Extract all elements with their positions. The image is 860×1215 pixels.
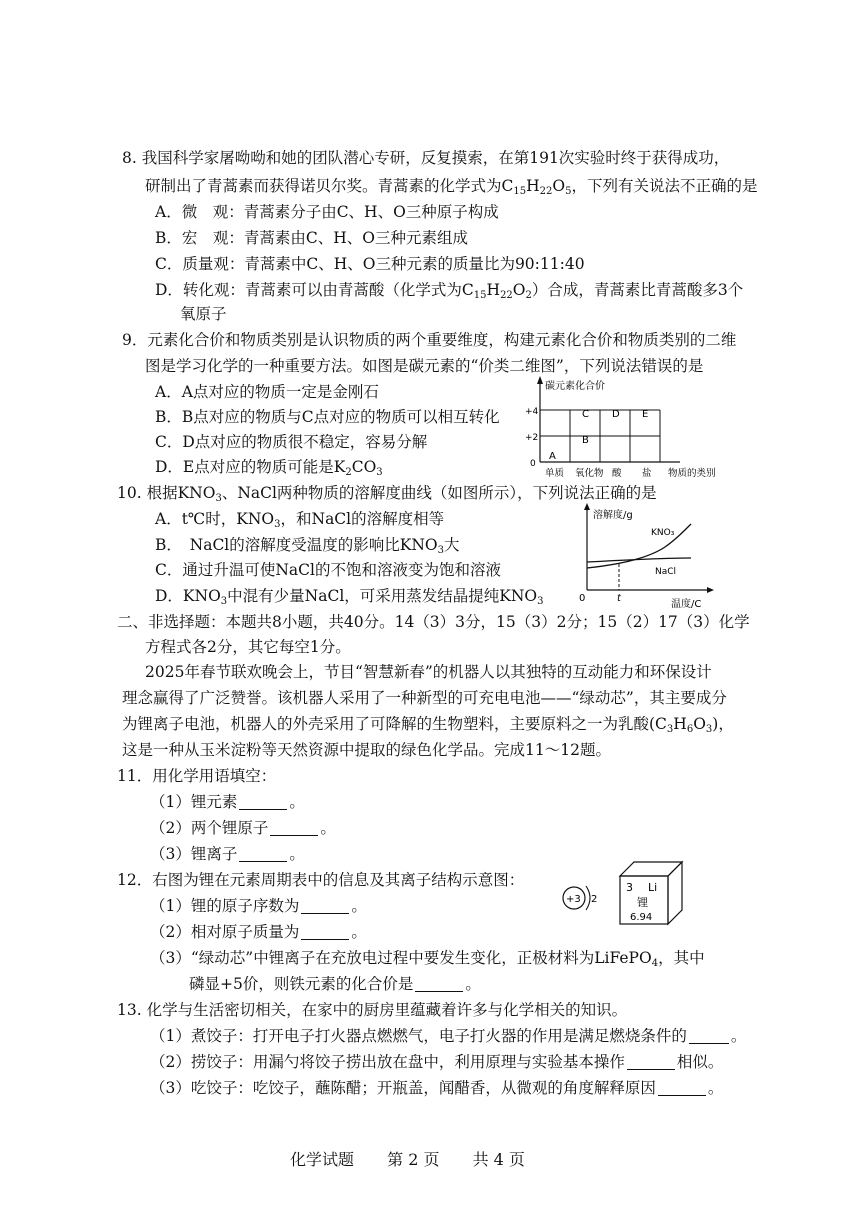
page-footer (290, 1147, 553, 1170)
cube-side (668, 862, 682, 924)
q9-option-a: A．A点对应的物质一定是金刚石 (155, 383, 379, 401)
valence-ylabel: 碳元素化合价 (545, 381, 605, 392)
answer-blank[interactable] (301, 899, 349, 914)
q11-part1: （1）锂元素 。 (150, 793, 305, 811)
q10-option-c: C．通过升温可使NaCl的不饱和溶液变为饱和溶液 (155, 561, 501, 579)
sol-x-arrow (707, 587, 714, 593)
q9-option-c: C．D点对应的物质很不稳定，容易分解 (155, 433, 428, 451)
q11-part2: （2）两个锂原子 。 (150, 819, 336, 837)
x-tick-label: 单质 (545, 468, 565, 477)
y-tick-label: 0 (530, 459, 536, 469)
valence-chart-svg (525, 372, 740, 477)
q12-stem: 12．右图为锂在元素周期表中的信息及其离子结构示意图： (117, 871, 525, 889)
q10-option-a: A．t℃时，$KNO_3$，和NaCl的溶解度相等 (155, 510, 445, 530)
q11-stem: 11．用化学用语填空： (117, 767, 277, 785)
x-axis-label: 物质的类别 (668, 468, 716, 477)
sol-ylabel: 溶解度/g (593, 510, 633, 521)
series-nacl-label: NaCl (655, 567, 677, 577)
element-mass: 6.94 (630, 912, 653, 923)
q8-stem-line1: 8. 我国科学家屠呦呦和她的团队潜心专研，反复摸索，在第191次实验时终于获得成功， (122, 149, 730, 167)
sol-xlabel: 温度/C (671, 599, 702, 610)
q12-part1: （1）锂的原子序数为 。 (150, 897, 367, 915)
q12-part2: （2）相对原子质量为 。 (150, 923, 367, 941)
lithium-ion-diagram (560, 878, 620, 918)
element-cube-svg (618, 858, 684, 926)
sol-origin: 0 (579, 593, 586, 604)
q13-stem: 13. 化学与生活密切相关，在家中的厨房里蕴藏着许多与化学相关的知识。 (117, 1001, 628, 1019)
sol-y-arrow (584, 503, 590, 510)
solubility-chart-svg (575, 502, 715, 610)
answer-blank[interactable] (415, 977, 463, 992)
y-tick-label: +4 (525, 407, 539, 417)
q12-part3: （3）“绿动芯”中锂离子在充放电过程中要发生变化，正极材料为LiFePO$_4$，其中 (150, 949, 705, 969)
sol-t-label: t (617, 593, 621, 604)
passage-line2: 理念赢得了广泛赞誉。该机器人采用了一种新型的可充电电池——“绿动芯”，其主要成分 (122, 689, 727, 707)
q8-option-b: B．宏 观：青蒿素由C、H、O三种元素组成 (155, 229, 468, 247)
q10-option-d: D．$KNO_3$中混有少量NaCl，可采用蒸发结晶提纯$KNO_3$ (155, 587, 544, 607)
q13-part2: （2）捞饺子：用漏勺将饺子捞出放在盘中，利用原理与实验基本操作 相似。 (150, 1053, 724, 1071)
passage-line3: 为锂离子电池，机器人的外壳采用了可降解的生物塑料，主要原料之一为乳酸$(C_3H_6O_3)$， (122, 715, 734, 735)
y-tick-label: +2 (525, 433, 539, 443)
answer-blank[interactable] (301, 925, 349, 940)
ion-structure-svg (560, 878, 620, 918)
valence-chart (525, 372, 740, 477)
q9-option-d: D．E点对应的物质可能是$K_2CO_3$ (155, 458, 383, 478)
element-number: 3 (626, 881, 633, 894)
q8-option-d-line2: 氧原子 (180, 305, 227, 323)
x-tick-label: 酸 (612, 468, 622, 477)
q9-option-b: B．B点对应的物质与C点对应的物质可以相互转化 (155, 408, 500, 426)
footer-total: 共 4 页 (472, 1150, 525, 1169)
q8-option-d: D．转化观：青蒿素可以由青蒿酸（化学式为$C_{15}H_{22}O_2$）合成，青蒿素比青蒿酸多3个 (155, 281, 744, 301)
y-axis-arrow (537, 376, 543, 384)
section2-line1: 二、非选择题：本题共8小题，共40分。14（3）3分，15（3）2分；15（2）17（3）化学 (117, 613, 750, 631)
passage-line4: 这是一种从玉米淀粉等天然资源中提取的绿色化学品。完成11～12题。 (122, 741, 611, 759)
q9-stem-line1: 9．元素化合价和物质类别是认识物质的两个重要维度，构建元素化合价和物质类别的二维 (122, 331, 737, 349)
element-symbol: Li (648, 881, 658, 894)
passage-line1: 2025年春节联欢晚会上，节目“智慧新春”的机器人以其独特的互动能力和环保设计 (145, 663, 712, 681)
section2-line2: 方程式各2分，其它每空1分。 (145, 638, 351, 656)
cube-top (620, 862, 682, 876)
q13-part3: （3）吃饺子：吃饺子，蘸陈醋；开瓶盖，闻醋香，从微观的角度解释原因 。 (150, 1079, 724, 1097)
q11-part3: （3）锂离子 。 (150, 845, 305, 863)
point-E: E (642, 409, 649, 420)
answer-blank[interactable] (658, 1081, 706, 1096)
lithium-element-card (618, 858, 684, 926)
q8-stem-line2: 研制出了青蒿素而获得诺贝尔奖。青蒿素的化学式为$C_{15}H_{22}O_5$，下列有关说法不正确的是 (145, 177, 758, 197)
q13-part1: （1）煮饺子：打开电子打火器点燃燃气，电子打火器的作用是满足燃烧条件的 。 (150, 1027, 747, 1045)
q10-stem: 10. 根据$KNO_3$、NaCl两种物质的溶解度曲线（如图所示），下列说法正确的是 (117, 484, 657, 504)
answer-blank[interactable] (627, 1055, 675, 1070)
q10-option-b: B． NaCl的溶解度受温度的影响比$KNO_3$大 (155, 536, 460, 556)
nucleus-charge: +3 (566, 894, 581, 905)
answer-blank[interactable] (239, 795, 287, 810)
answer-blank[interactable] (239, 847, 287, 862)
shell-electrons: 2 (591, 894, 598, 905)
point-D: D (612, 409, 620, 420)
point-A: A (549, 451, 556, 462)
electron-shell-arc (586, 886, 590, 910)
q12-part3-line2: 磷显+5价，则铁元素的化合价是 。 (189, 975, 481, 993)
q8-option-c: C．质量观：青蒿素中C、H、O三种元素的质量比为90:11:40 (155, 255, 585, 273)
q8-option-a: A．微 观：青蒿素分子由C、H、O三种原子构成 (155, 203, 499, 221)
footer-subject: 化学试题 (290, 1150, 355, 1169)
x-tick-label: 盐 (642, 468, 652, 477)
point-C: C (582, 409, 589, 420)
footer-page: 第 2 页 (387, 1150, 440, 1169)
series-kno3-label: KNO₃ (651, 528, 675, 538)
x-tick-label: 氧化物 (575, 468, 604, 477)
answer-blank[interactable] (270, 821, 318, 836)
point-B: B (582, 435, 589, 446)
solubility-chart (575, 502, 715, 610)
q9-stem-line2: 图是学习化学的一种重要方法。如图是碳元素的“价类二维图”，下列说法错误的是 (145, 357, 704, 375)
element-name: 锂 (637, 896, 648, 909)
answer-blank[interactable] (689, 1029, 729, 1044)
